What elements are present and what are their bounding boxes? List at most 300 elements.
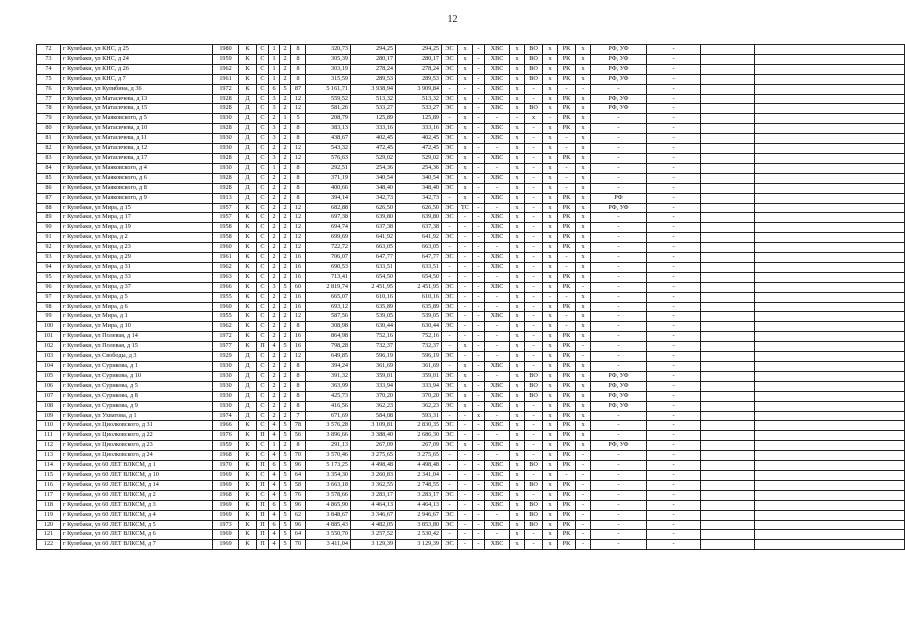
remark-cell: -	[647, 84, 701, 94]
electricity-cell: ЭС	[442, 183, 458, 193]
living-area-cell: 289,53	[351, 74, 396, 84]
repair-status-cell: РК	[558, 490, 576, 500]
table-row	[37, 530, 905, 540]
table-row	[37, 322, 905, 332]
build-year-cell: 1968	[213, 451, 239, 461]
repair-status-cell: РК	[558, 64, 576, 74]
material-code-cell: С	[257, 114, 269, 124]
total-area-cell: 706,07	[306, 253, 351, 263]
row-number-cell: 92	[37, 243, 61, 253]
heating-cell: x	[458, 104, 473, 114]
wall-type-code-cell: Д	[239, 352, 257, 362]
roof-status-cell: x	[576, 243, 591, 253]
living-area-cell: 4 464,13	[351, 500, 396, 510]
cold-water-cell: ХВС	[485, 253, 510, 263]
roof-status-cell: x	[576, 223, 591, 233]
residential-area-cell: 3 853,80	[396, 520, 442, 530]
electricity-cell: ЭС	[442, 45, 458, 55]
blank-cell	[755, 292, 905, 302]
row-number-cell: 88	[37, 203, 61, 213]
gas-cell: -	[473, 431, 485, 441]
gas-cell: -	[473, 490, 485, 500]
material-code-cell: С	[257, 362, 269, 372]
electricity-cell: ЭС	[442, 312, 458, 322]
facade-status-cell: -	[591, 342, 647, 352]
remark-cell: -	[647, 243, 701, 253]
blank-cell	[755, 282, 905, 292]
blank-cell	[701, 421, 755, 431]
material-code-cell: С	[257, 74, 269, 84]
apartments-cell: 12	[291, 312, 306, 322]
blank-cell	[701, 520, 755, 530]
build-year-cell: 1958	[213, 233, 239, 243]
apartments-cell: 7	[291, 411, 306, 421]
blank-cell	[755, 411, 905, 421]
electricity-cell: -	[442, 411, 458, 421]
material-code-cell: С	[257, 282, 269, 292]
floors-cell: 5	[280, 461, 291, 471]
wall-type-code-cell: К	[239, 332, 257, 342]
electricity-cell: ЭС	[442, 233, 458, 243]
sewerage-cell: ВО	[525, 381, 543, 391]
apartments-cell: 8	[291, 74, 306, 84]
facade-status-cell: -	[591, 223, 647, 233]
apartments-cell: 16	[291, 272, 306, 282]
material-code-cell: С	[257, 134, 269, 144]
table-row	[37, 352, 905, 362]
residential-area-cell: 593,31	[396, 411, 442, 421]
table-row	[37, 451, 905, 461]
living-area-cell: 333,16	[351, 124, 396, 134]
gas-cell: -	[473, 74, 485, 84]
gas-cell: -	[473, 421, 485, 431]
blank-cell	[755, 431, 905, 441]
roof-status-cell: x	[576, 253, 591, 263]
living-area-cell: 635,89	[351, 302, 396, 312]
apartments-cell: 8	[291, 401, 306, 411]
heating-cell: x	[458, 144, 473, 154]
cold-water-cell: -	[485, 183, 510, 193]
entrances-cell: 2	[269, 233, 280, 243]
residential-area-cell: 289,53	[396, 74, 442, 84]
blank-cell	[701, 153, 755, 163]
drainage-cell: x	[543, 45, 558, 55]
address-cell: г Кулебаки, ул Матасичева, д 13	[61, 94, 213, 104]
roof-status-cell: x	[576, 124, 591, 134]
entrances-cell: 2	[269, 243, 280, 253]
residential-area-cell: 3 909,84	[396, 84, 442, 94]
address-cell: г Кулебаки, ул Циолковского, д 24	[61, 451, 213, 461]
drainage-cell: x	[543, 84, 558, 94]
table-row	[37, 203, 905, 213]
row-number-cell: 90	[37, 223, 61, 233]
residential-area-cell: 641,92	[396, 233, 442, 243]
floors-cell: 2	[280, 153, 291, 163]
living-area-cell: 633,51	[351, 262, 396, 272]
repair-status-cell: -	[558, 183, 576, 193]
apartments-cell: 16	[291, 342, 306, 352]
floors-cell: 2	[280, 54, 291, 64]
entrances-cell: 1	[269, 74, 280, 84]
facade-status-cell: -	[591, 332, 647, 342]
blank-cell	[755, 530, 905, 540]
remark-cell: -	[647, 203, 701, 213]
remark-cell: -	[647, 272, 701, 282]
electricity-cell: -	[442, 193, 458, 203]
repair-status-cell: -	[558, 312, 576, 322]
drainage-cell: x	[543, 391, 558, 401]
wall-type-code-cell: Д	[239, 193, 257, 203]
apartments-cell: 60	[291, 282, 306, 292]
floors-cell: 2	[280, 391, 291, 401]
facade-status-cell: -	[591, 312, 647, 322]
gas-cell: -	[473, 114, 485, 124]
build-year-cell: 1969	[213, 540, 239, 550]
build-year-cell: 1955	[213, 312, 239, 322]
gas-cell: -	[473, 262, 485, 272]
repair-status-cell: РК	[558, 203, 576, 213]
apartments-cell: 8	[291, 124, 306, 134]
living-area-cell: 596,19	[351, 352, 396, 362]
row-number-cell: 87	[37, 193, 61, 203]
table-row	[37, 173, 905, 183]
floors-cell: 5	[280, 451, 291, 461]
material-code-cell: С	[257, 381, 269, 391]
row-number-cell: 82	[37, 144, 61, 154]
wall-type-code-cell: Д	[239, 381, 257, 391]
hot-water-cell: x	[510, 223, 525, 233]
repair-status-cell: РК	[558, 411, 576, 421]
electricity-cell: ЭС	[442, 292, 458, 302]
entrances-cell: 2	[269, 262, 280, 272]
address-cell: г Кулебаки, ул Маяковского, д 9	[61, 193, 213, 203]
table-row	[37, 233, 905, 243]
entrances-cell: 4	[269, 530, 280, 540]
table-row	[37, 461, 905, 471]
hot-water-cell: x	[510, 322, 525, 332]
blank-cell	[701, 193, 755, 203]
material-code-cell: П	[257, 530, 269, 540]
row-number-cell: 120	[37, 520, 61, 530]
facade-status-cell: -	[591, 480, 647, 490]
total-area-cell: 671,69	[306, 411, 351, 421]
drainage-cell: x	[543, 431, 558, 441]
entrances-cell: 2	[269, 332, 280, 342]
remark-cell: -	[647, 500, 701, 510]
apartments-cell: 8	[291, 134, 306, 144]
blank-cell	[701, 411, 755, 421]
table-row	[37, 94, 905, 104]
floors-cell: 5	[280, 480, 291, 490]
total-area-cell: 5 161,71	[306, 84, 351, 94]
table-row	[37, 292, 905, 302]
row-number-cell: 97	[37, 292, 61, 302]
build-year-cell: 1962	[213, 64, 239, 74]
cold-water-cell: -	[485, 342, 510, 352]
roof-status-cell: x	[576, 272, 591, 282]
living-area-cell: 513,32	[351, 94, 396, 104]
blank-cell	[701, 183, 755, 193]
entrances-cell: 2	[269, 391, 280, 401]
hot-water-cell: x	[510, 124, 525, 134]
wall-type-code-cell: К	[239, 45, 257, 55]
table-row	[37, 104, 905, 114]
heating-cell: -	[458, 431, 473, 441]
sewerage-cell: -	[525, 153, 543, 163]
residential-area-cell: 472,45	[396, 144, 442, 154]
cold-water-cell: ХВС	[485, 282, 510, 292]
material-code-cell: С	[257, 322, 269, 332]
living-area-cell: 342,73	[351, 193, 396, 203]
row-number-cell: 103	[37, 352, 61, 362]
total-area-cell: 3 848,67	[306, 510, 351, 520]
floors-cell: 2	[280, 94, 291, 104]
roof-status-cell: x	[576, 302, 591, 312]
roof-status-cell: -	[576, 530, 591, 540]
apartments-cell: 8	[291, 163, 306, 173]
living-area-cell: 3 388,40	[351, 431, 396, 441]
roof-status-cell: x	[576, 153, 591, 163]
roof-status-cell: x	[576, 391, 591, 401]
repair-status-cell: -	[558, 292, 576, 302]
remark-cell: -	[647, 352, 701, 362]
blank-cell	[755, 243, 905, 253]
blank-cell	[755, 461, 905, 471]
remark-cell: -	[647, 282, 701, 292]
row-number-cell: 93	[37, 253, 61, 263]
remark-cell: -	[647, 322, 701, 332]
roof-status-cell: x	[576, 193, 591, 203]
wall-type-code-cell: Д	[239, 163, 257, 173]
table-row	[37, 371, 905, 381]
blank-cell	[701, 401, 755, 411]
facade-status-cell: -	[591, 510, 647, 520]
cold-water-cell: ХВС	[485, 64, 510, 74]
facade-status-cell: -	[591, 114, 647, 124]
address-cell: г Кулебаки, ул Матасичева, д 15	[61, 104, 213, 114]
table-row	[37, 124, 905, 134]
living-area-cell: 294,25	[351, 45, 396, 55]
hot-water-cell: x	[510, 332, 525, 342]
wall-type-code-cell: Д	[239, 173, 257, 183]
cold-water-cell: -	[485, 352, 510, 362]
repair-status-cell: РК	[558, 213, 576, 223]
repair-status-cell: РК	[558, 243, 576, 253]
facade-status-cell: -	[591, 233, 647, 243]
entrances-cell: 2	[269, 183, 280, 193]
table-row	[37, 64, 905, 74]
hot-water-cell: x	[510, 243, 525, 253]
cold-water-cell: ХВС	[485, 421, 510, 431]
build-year-cell: 1961	[213, 253, 239, 263]
cold-water-cell: ХВС	[485, 262, 510, 272]
blank-cell	[755, 193, 905, 203]
residential-area-cell: 3 283,17	[396, 490, 442, 500]
address-cell: г Кулебаки, ул Циолковского, д 22	[61, 431, 213, 441]
repair-status-cell: -	[558, 84, 576, 94]
gas-cell: -	[473, 302, 485, 312]
table-row	[37, 114, 905, 124]
blank-cell	[701, 124, 755, 134]
wall-type-code-cell: К	[239, 272, 257, 282]
entrances-cell: 6	[269, 84, 280, 94]
blank-cell	[701, 45, 755, 55]
hot-water-cell: x	[510, 94, 525, 104]
roof-status-cell: x	[576, 381, 591, 391]
address-cell: г Кулебаки, ул Мира, д 37	[61, 282, 213, 292]
blank-cell	[755, 500, 905, 510]
entrances-cell: 3	[269, 153, 280, 163]
sewerage-cell: ВО	[525, 500, 543, 510]
cold-water-cell: ХВС	[485, 461, 510, 471]
cold-water-cell: ХВС	[485, 520, 510, 530]
remark-cell: -	[647, 153, 701, 163]
build-year-cell: 1928	[213, 183, 239, 193]
blank-cell	[701, 223, 755, 233]
entrances-cell: 6	[269, 520, 280, 530]
apartments-cell: 8	[291, 173, 306, 183]
entrances-cell: 2	[269, 371, 280, 381]
residential-area-cell: 533,27	[396, 104, 442, 114]
drainage-cell: x	[543, 272, 558, 282]
residential-area-cell: 633,51	[396, 262, 442, 272]
blank-cell	[755, 480, 905, 490]
living-area-cell: 402,45	[351, 134, 396, 144]
address-cell: г Кулебаки, ул 60 ЛЕТ ВЛКСМ, д 7	[61, 540, 213, 550]
address-cell: г Кулебаки, ул КНС, д 26	[61, 64, 213, 74]
heating-cell: -	[458, 243, 473, 253]
address-cell: г Кулебаки, ул Маяковского, д 8	[61, 183, 213, 193]
material-code-cell: С	[257, 391, 269, 401]
cold-water-cell: ХВС	[485, 391, 510, 401]
total-area-cell: 649,85	[306, 352, 351, 362]
material-code-cell: С	[257, 124, 269, 134]
sewerage-cell: ВО	[525, 461, 543, 471]
living-area-cell: 654,50	[351, 272, 396, 282]
cold-water-cell: -	[485, 371, 510, 381]
remark-cell: -	[647, 520, 701, 530]
blank-cell	[755, 124, 905, 134]
blank-cell	[755, 114, 905, 124]
total-area-cell: 371,19	[306, 173, 351, 183]
remark-cell: -	[647, 163, 701, 173]
build-year-cell: 1929	[213, 352, 239, 362]
roof-status-cell: x	[576, 54, 591, 64]
facade-status-cell: -	[591, 540, 647, 550]
blank-cell	[755, 253, 905, 263]
blank-cell	[755, 470, 905, 480]
entrances-cell: 4	[269, 451, 280, 461]
repair-status-cell: РК	[558, 124, 576, 134]
roof-status-cell: x	[576, 441, 591, 451]
blank-cell	[755, 163, 905, 173]
electricity-cell: ЭС	[442, 302, 458, 312]
wall-type-code-cell: К	[239, 421, 257, 431]
address-cell: г Кулебаки, ул КНС, д 7	[61, 74, 213, 84]
remark-cell: -	[647, 213, 701, 223]
roof-status-cell: x	[576, 163, 591, 173]
address-cell: г Кулебаки, ул Мира, д 1	[61, 312, 213, 322]
table-row	[37, 243, 905, 253]
blank-cell	[701, 480, 755, 490]
wall-type-code-cell: К	[239, 213, 257, 223]
drainage-cell: x	[543, 153, 558, 163]
build-year-cell: 1928	[213, 124, 239, 134]
blank-cell	[701, 540, 755, 550]
floors-cell: 2	[280, 253, 291, 263]
address-cell: г Кулебаки, ул 60 ЛЕТ ВЛКСМ, д 6	[61, 530, 213, 540]
facade-status-cell: -	[591, 153, 647, 163]
build-year-cell: 1972	[213, 84, 239, 94]
drainage-cell: x	[543, 470, 558, 480]
residential-area-cell: 2 830,35	[396, 421, 442, 431]
build-year-cell: 1976	[213, 431, 239, 441]
heating-cell: -	[458, 490, 473, 500]
cold-water-cell: -	[485, 272, 510, 282]
hot-water-cell: x	[510, 183, 525, 193]
row-number-cell: 105	[37, 371, 61, 381]
blank-cell	[701, 490, 755, 500]
address-cell: г Кулебаки, ул КНС, д 24	[61, 54, 213, 64]
heating-cell: -	[458, 480, 473, 490]
apartments-cell: 87	[291, 84, 306, 94]
heating-cell: x	[458, 391, 473, 401]
material-code-cell: С	[257, 84, 269, 94]
entrances-cell: 2	[269, 193, 280, 203]
remark-cell: -	[647, 401, 701, 411]
remark-cell: -	[647, 104, 701, 114]
apartments-cell: 12	[291, 243, 306, 253]
blank-cell	[755, 104, 905, 114]
wall-type-code-cell: К	[239, 223, 257, 233]
electricity-cell: -	[442, 480, 458, 490]
address-cell: г Кулебаки, ул Полевая, д 15	[61, 342, 213, 352]
repair-status-cell: РК	[558, 391, 576, 401]
gas-cell: -	[473, 312, 485, 322]
heating-cell: x	[458, 183, 473, 193]
table-row	[37, 431, 905, 441]
residential-area-cell: 2 530,42	[396, 530, 442, 540]
wall-type-code-cell: Д	[239, 362, 257, 372]
apartments-cell: 70	[291, 451, 306, 461]
build-year-cell: 1958	[213, 223, 239, 233]
cold-water-cell: ХВС	[485, 540, 510, 550]
blank-cell	[755, 540, 905, 550]
hot-water-cell: x	[510, 74, 525, 84]
gas-cell: -	[473, 520, 485, 530]
build-year-cell: 1969	[213, 510, 239, 520]
heating-cell: x	[458, 124, 473, 134]
electricity-cell: ЭС	[442, 64, 458, 74]
build-year-cell: 1970	[213, 461, 239, 471]
residential-area-cell: 752,16	[396, 332, 442, 342]
living-area-cell: 3 362,55	[351, 480, 396, 490]
cold-water-cell: ХВС	[485, 94, 510, 104]
blank-cell	[755, 381, 905, 391]
total-area-cell: 3 663,18	[306, 480, 351, 490]
row-number-cell: 81	[37, 134, 61, 144]
sewerage-cell: -	[525, 262, 543, 272]
repair-status-cell: РК	[558, 540, 576, 550]
facade-status-cell: РФ, УФ	[591, 391, 647, 401]
repair-status-cell: -	[558, 253, 576, 263]
total-area-cell: 722,72	[306, 243, 351, 253]
material-code-cell: С	[257, 421, 269, 431]
material-code-cell: П	[257, 540, 269, 550]
hot-water-cell: x	[510, 233, 525, 243]
blank-cell	[701, 391, 755, 401]
sewerage-cell: -	[525, 352, 543, 362]
